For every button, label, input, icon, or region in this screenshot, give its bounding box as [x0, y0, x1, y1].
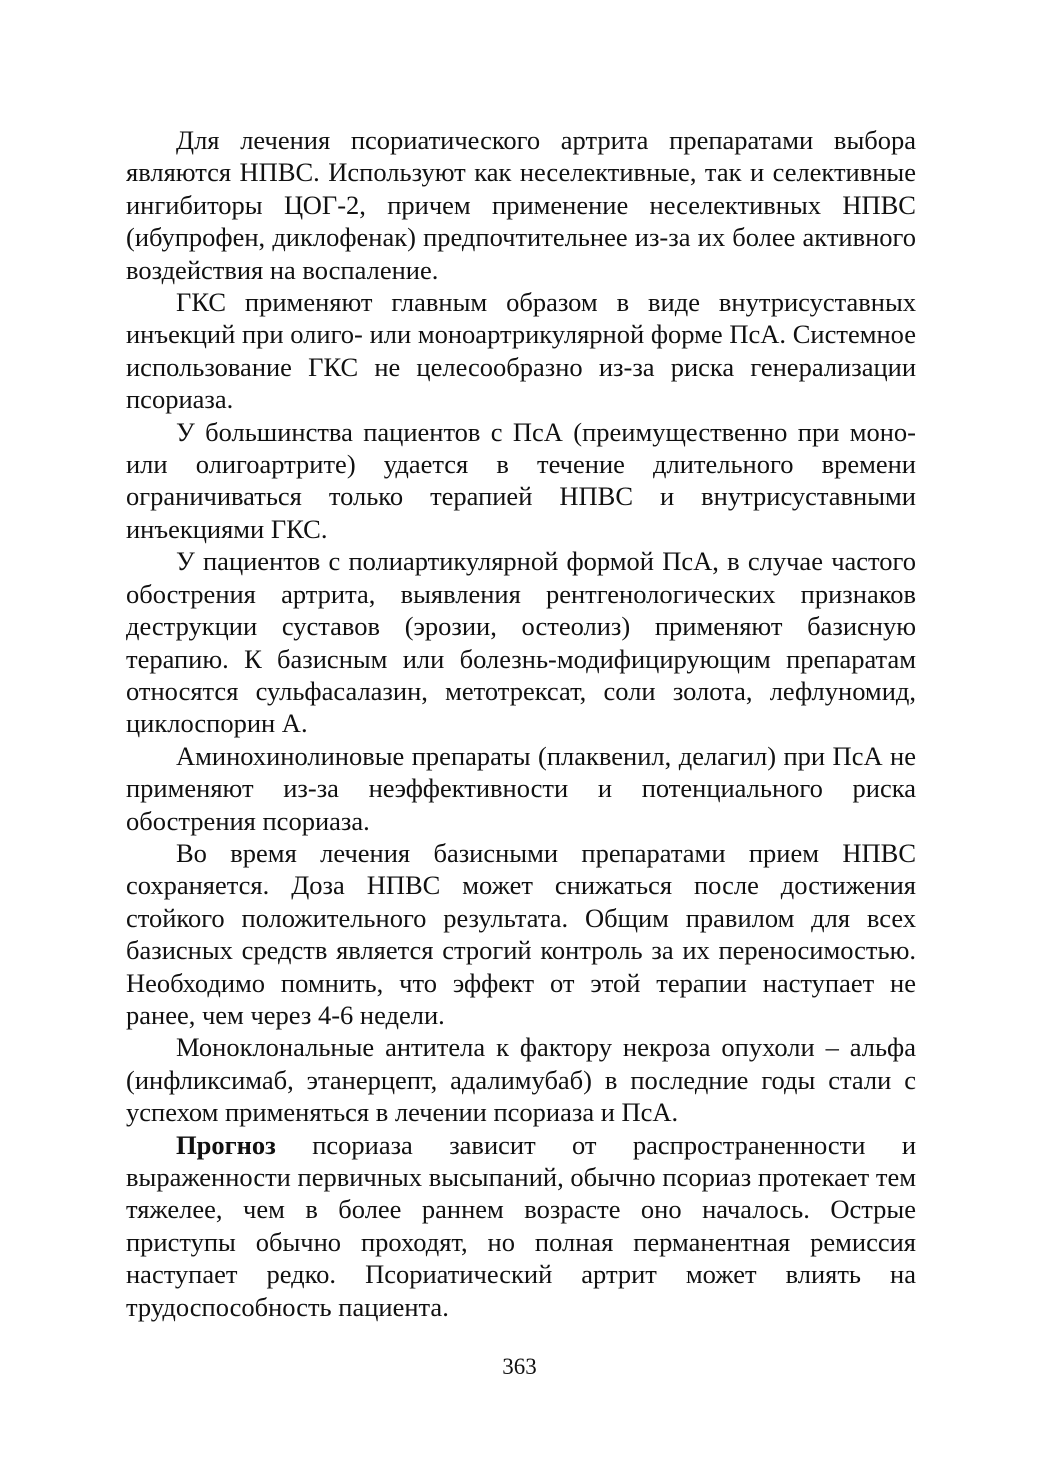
- prognosis-term: Прогноз: [176, 1129, 276, 1160]
- page-number: 363: [502, 1354, 537, 1379]
- paragraph-mono-oligoarthritis: [126, 416, 916, 546]
- paragraph-text: У большинства пациентов с ПсА (преимущественно при моно- или олигоартрите) удается в течение длительного времени ограничиваться только терапией НПВС и внутрисуставными инъекциями ГКС.: [126, 416, 916, 544]
- paragraph-text: У пациентов с полиартикулярной формой ПсА, в случае частого обострения артрита, выявления рентгенологических признаков деструкции суставов (эрозии, остеолиз) применяют базисную терапию. К базисным или болезнь-модифицирующим препаратам относятся сульфасалазин, метотрексат, соли золота, лефлуномид, циклоспорин А.: [126, 546, 916, 739]
- paragraph-text: Во время лечения базисными препаратами прием НПВС сохраняется. Доза НПВС может снижаться после достижения стойкого положительного результата. Общим правилом для всех базисных средств является строгий контроль за их переносимостью. Необходимо помнить, что эффект от этой терапии наступает не ранее, чем через 4-6 недели.: [126, 837, 916, 1030]
- paragraph-nsaid-continuation: [126, 837, 916, 1031]
- paragraph-nsaid-treatment: [126, 124, 916, 286]
- paragraph-text: Моноклональные антитела к фактору некроза опухоли – альфа (инфликсимаб, этанерцепт, адалимубаб) в последние годы стали с успехом применяться в лечении псориаза и ПсА.: [126, 1032, 916, 1128]
- paragraph-prognosis: [126, 1129, 916, 1323]
- paragraph-basic-therapy: [126, 545, 916, 739]
- paragraph-text: Аминохинолиновые препараты (плаквенил, делагил) при ПсА не применяют из-за неэффективности и потенциального риска обострения псориаза.: [126, 740, 916, 836]
- paragraph-text: ГКС применяют главным образом в виде внутрисуставных инъекций при олиго- или моноартрикулярной форме ПсА. Системное использование ГКС не целесообразно из-за риска генерализации псориаза.: [126, 287, 916, 415]
- paragraph-text: Для лечения псориатического артрита препаратами выбора являются НПВС. Используют как неселективные, так и селективные ингибиторы ЦОГ-2, причем применение неселективных НПВС (ибупрофен, диклофенак) предпочтительнее из-за их более активного воздействия на воспаление.: [126, 125, 916, 285]
- paragraph-text: псориаза зависит от распространенности и выраженности первичных высыпаний, обычно псориаз протекает тем тяжелее, чем в более раннем возрасте оно началось. Острые приступы обычно проходят, но полная перманентная ремиссия наступает редко. Псориатический артрит может влиять на трудоспособность пациента.: [126, 1129, 916, 1322]
- paragraph-aminoquinolines: [126, 740, 916, 837]
- paragraph-glucocorticoids: [126, 286, 916, 416]
- body-text: [126, 124, 916, 1323]
- paragraph-monoclonal-antibodies: [126, 1031, 916, 1128]
